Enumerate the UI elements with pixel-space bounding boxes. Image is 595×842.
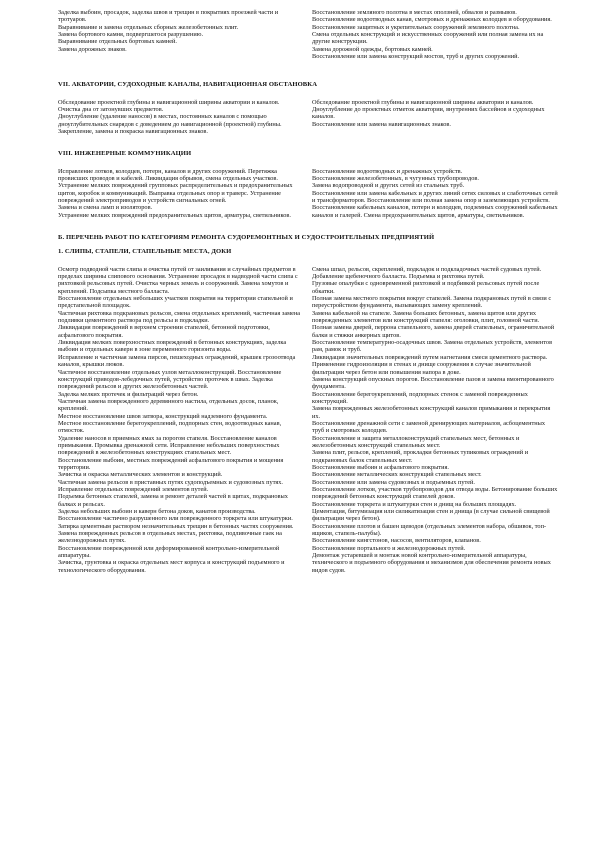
current-repair-column — [58, 168, 304, 219]
paragraph: Исправление лотков, колодцев, потерн, каналов и других сооружений. Перетяжка провисших проводов и кабелей. Ликвидация обрывов, смена отдельных участков. Устранение мелких повреждений групповых распределительных и предохранительных щитов, коробок и коммуникаций. Выправка отдельных опор и траверс. Устранение повреждений электроприводов и устройств сигнальных огней. — [58, 167, 293, 204]
paragraph: Восстановление температурно-осадочных швов. Замена отдельных устройств, элементов рам, рамок и труб. — [312, 339, 553, 354]
section-heading: VII. АКВАТОРИИ, СУДОХОДНЫЕ КАНАЛЫ, НАВИГАЦИОННАЯ ОБСТАНОВКА — [58, 81, 318, 88]
paragraph: Ликвидация значительных повреждений путем нагнетания смеси цементного раствора. Применение гидроизоляции в стенах и днище сооружения в случае значительной фильтрации через бетон или повышения напора в доке. — [312, 353, 548, 376]
paragraph: Замена поврежденных рельсов в отдельных местах, рихтовка, подливочные гаек на железнодорожных путях. — [58, 530, 282, 545]
paragraph: Полная замена местного покрытия вокруг стапелей. Замена подкрановых путей в связи с переустройством фундамента, вызывающих замену креплений. — [312, 295, 552, 310]
paragraph: Восстановление выбоин, местных повреждений асфальтового покрытия и мощения территории. — [58, 456, 284, 471]
paragraph: Исправление и частичная замена пирсов, пешеходных ограждений, крышек грозоотвода каналов, крышки люков. — [58, 353, 296, 369]
paragraph: Замена дорожной одежды, бортовых камней. — [312, 45, 433, 53]
paragraph: Восстановление или замена судовозных и подъемных путей. — [312, 478, 475, 486]
paragraph: Демонтаж устаревшей и монтаж новой контрольно-измерительной аппаратуры, технического и подъемного оборудования и механизмов для обеспечения ремонта новых видов судов. — [312, 552, 551, 574]
section-engineering-networks — [58, 150, 558, 219]
subsection-heading: 1. СЛИПЫ, СТАПЕЛИ, СТАПЕЛЬНЫЕ МЕСТА, ДОКИ — [58, 248, 232, 256]
paragraph: Дноуглубление до проектных отметок акватории, внутренних бассейнов и судоходных каналов. — [312, 105, 545, 121]
paragraph: Восстановление или замена кабельных и других линий сетях силовых и слаботочных сетей и трансформаторов. Восстановление или полная замена опор и заземляющих устройств. — [312, 189, 558, 204]
section-heading: VIII. ИНЖЕНЕРНЫЕ КОММУНИКАЦИИ — [58, 149, 192, 157]
paragraph: Замена поврежденных железобетонных конструкций каналов примыкания и перекрытия их. — [312, 405, 551, 420]
paragraph: Частичная замена рельсов в приставных путях судоподъемных и судовозных путях. Исправление отдельных повреждений элементов путей. — [58, 478, 283, 493]
paragraph: Восстановление частично разрушенного или поврежденного торкрета или штукатурки. Затирка цементным раствором незначительных трещин в бетонных частях сооружения. — [58, 515, 294, 530]
paragraph: Частичная рихтовка подкрановых рельсов, смена отдельных креплений, частичная замена подливки цементного раствора под рельсы и подкладки. — [58, 309, 301, 325]
current-repair-column — [58, 99, 304, 136]
current-repair-column — [58, 9, 304, 60]
capital-repair-column — [312, 9, 558, 60]
capital-repair-column — [312, 266, 558, 574]
paragraph: Смена шпал, рельсов, скреплений, подкладок и подкладочных частей судовых путей. Добавление щебеночного балласта. Подъемка и рихтовка путей. — [312, 265, 542, 281]
paragraph: Дноуглубление (удаление наносов) в местах, постоянных каналов с помощью дноуглубительных снарядов с доведением до навигационной (проектной) глубины. — [58, 113, 282, 128]
paragraph: Выравнивание отдельных бортовых камней. — [58, 38, 177, 46]
paragraph: Восстановление берегоукреплений, подпорных стенок с заменой поврежденных конструкций. — [312, 390, 528, 405]
paragraph: Восстановление поврежденной или деформированной контрольно-измерительной аппаратуры. — [58, 544, 280, 560]
paragraph: Обследование проектной глубины и навигационной ширины акватории и каналов. — [312, 98, 534, 106]
paragraph: Замена кабельной на стапеле. Замена больших бетонных, замена щитов или других поврежденных элементов или конструкций стапеля: оголовки, плит, головной части. — [312, 309, 540, 325]
paragraph: Восстановление и защита металлоконструкций стапельных мест, бетонных и железобетонных конструкций стапельных мест. — [312, 434, 520, 449]
paragraph: Ликвидация повреждений в верхнем строении стапелей, бетонной подготовки, асфальтового покрытия. — [58, 324, 270, 339]
section-shipyards — [58, 234, 558, 575]
paragraph: Замена конструкций опускных порогов. Восстановление пазов и замена вмонтированного фундамента. — [312, 375, 554, 391]
paragraph: Удаление наносов в приемных ямах за порогом стапеля. Восстановление каналов примыкания. Промывка дренажной сети. Исправление небольших поверхностных повреждений в железобетонных конструкциях стапельных мест. — [58, 434, 280, 457]
paragraph: Восстановление отдельных небольших участков покрытия на территории стапельной и предстапельной площадок. — [58, 295, 293, 310]
paragraph: Обследование проектной глубины и навигационной ширины акватории и каналов. — [58, 98, 280, 106]
paragraph: Замена бортового камня, подвергшегося разрушению. — [58, 31, 204, 39]
paragraph: Восстановление плотов и башен щеводов (отдельных элементов набора, обшивок, топ-ящиков, стапель-палубы). — [312, 522, 547, 538]
paragraph: Очистка дна от затонувших предметов. — [58, 105, 164, 113]
paragraph: Полная замена дверей, перрона стапельного, замена дверей стапельных, ограничительной балки и стяжки анкерных щитов. — [312, 324, 555, 339]
paragraph: Замена плит, рельсов, креплений, прокладки бетонных тупиковых ограждений и подкрановых балок стапельных мест. — [312, 449, 529, 464]
paragraph: Восстановление дренажной сети с заменой дренирующих материалов, асбоцементных труб и смотровых колодцев. — [312, 419, 546, 435]
paragraph: Местное восстановление швов затвора, конструкций надземного фундамента. — [58, 412, 268, 420]
paragraph: Заделка небольших выбоин и каверн бетона доков, канатов производства. — [58, 508, 256, 516]
paragraph: Закрепление, замена и покраска навигационных знаков. — [58, 127, 208, 135]
paragraph: Зачистка и окраска металлических элементов и конструкций. — [58, 471, 223, 479]
section-roads-continued — [58, 9, 558, 60]
paragraph: Восстановление выбоин и асфальтового покрытия. — [312, 463, 449, 471]
paragraph: Ликвидация мелких поверхностных повреждений в бетонных конструкциях, заделка выбоин и отдельных каверн в зоне переменного горизонта воды. — [58, 339, 287, 354]
paragraph: Частичная замена поврежденного деревянного настила, отдельных досок, планок, креплений. — [58, 397, 279, 413]
section-aquatoria — [58, 81, 558, 135]
paragraph: Восстановление или замена конструкций мостов, труб и других сооружений. — [312, 53, 520, 61]
document-page — [58, 9, 558, 574]
paragraph: Подъемка бетонных стапелей, замена и ремонт деталей частей в щитах, подкрановых балках и рельсах. — [58, 493, 288, 508]
paragraph: Заделка выбоин, просадок, заделка швов и трещин в покрытиях проезжей части и тротуаров. — [58, 9, 279, 24]
paragraph: Местное восстановление берегоукреплений, подпорных стен, водоотводных канав, отмосток. — [58, 419, 282, 435]
paragraph: Замена и смена ламп и изоляторов. — [58, 204, 153, 212]
paragraph: Восстановление лотков, участков трубопроводов для отвода воды. Бетонирование больших повреждений бетонных конструкций стапелей доков. — [312, 486, 558, 501]
paragraph: Зачистка, грунтовка и окраска отдельных мест корпуса и конструкций подъемного и технологического оборудования. — [58, 559, 285, 574]
paragraph: Восстановление металлических конструкций стапельных мест. — [312, 471, 482, 479]
paragraph: Восстановление торкрета и штукатурки стен и днищ на больших площадях. — [312, 500, 517, 508]
paragraph: Грузовые опалубки с одновременной рихтовкой и подбивкой рельсовых путей после обкатки. — [312, 280, 540, 295]
paragraph: Осмотр подводной части слипа и очистка путей от заиливания и случайных предметов в пределах ширины слипового основания. Устранение просадок в надводной части слипа с рихтовкой рельсовых путей. Очистка черных земель и сооружений. Замена хомутов и креплений. Подсыпка местного балласта. — [58, 265, 298, 295]
paragraph: Восстановление железобетонных, в чугунных трубопроводов. — [312, 174, 479, 182]
section-heading: Б. ПЕРЕЧЕНЬ РАБОТ ПО КАТЕГОРИЯМ РЕМОНТА СУДОРЕМОНТНЫХ И СУДОСТРОИТЕЛЬНЫХ ПРЕДПРИЯТИЙ — [58, 233, 435, 241]
paragraph: Восстановление кабельных каналов, потерн и колодцев, подземных сооружений кабельных каналов и галерей. Смена предохранительных щитов, арматуры, светильников. — [312, 204, 558, 219]
paragraph: Восстановление защитных и укрепительных сооружений земляного полотна. — [312, 23, 520, 31]
paragraph: Выравнивание и замена отдельных сборных железобетонных плит. — [58, 23, 239, 31]
paragraph: Частичное восстановление отдельных узлов металлоконструкций. Восстановление конструкций приводов-лебедочных путей, устройство проточек в швах. Заделка повреждений рельсов и других железобетонных частей. — [58, 368, 282, 391]
paragraph: Замена водопроводной и других сетей из стальных труб. — [312, 182, 465, 190]
paragraph: Восстановление земляного полотна в местах оползней, обвалов и размывов. Восстановление водоотводных канав, смотровых и дренажных колодцев и оборудования. — [312, 9, 552, 24]
paragraph: Замена дорожных знаков. — [58, 45, 127, 53]
paragraph: Восстановление или замена навигационных знаков. — [312, 120, 451, 128]
capital-repair-column — [312, 99, 558, 136]
paragraph: Восстановление водоотводных и дренажных устройств. — [312, 167, 463, 175]
paragraph: Цементация, битумизация или силикатизация стен и днища (в случае сильной свищевой фильтрации через бетон). — [312, 508, 550, 523]
paragraph: Заделка мелких протечек и фильтраций через бетон. — [58, 390, 199, 398]
paragraph: Устранение мелких повреждений предохранительных щитов, арматуры, светильников. — [58, 211, 291, 219]
paragraph: Смена отдельных конструкций и искусственных сооружений или полная замена их на другие конструкции. — [312, 31, 544, 46]
paragraph: Восстановление кингстонов, насосов, вентиляторов, клапанов. — [312, 537, 481, 545]
current-repair-column — [58, 266, 304, 574]
paragraph: Восстановление портального и железнодорожных путей. — [312, 544, 466, 552]
capital-repair-column — [312, 168, 558, 219]
